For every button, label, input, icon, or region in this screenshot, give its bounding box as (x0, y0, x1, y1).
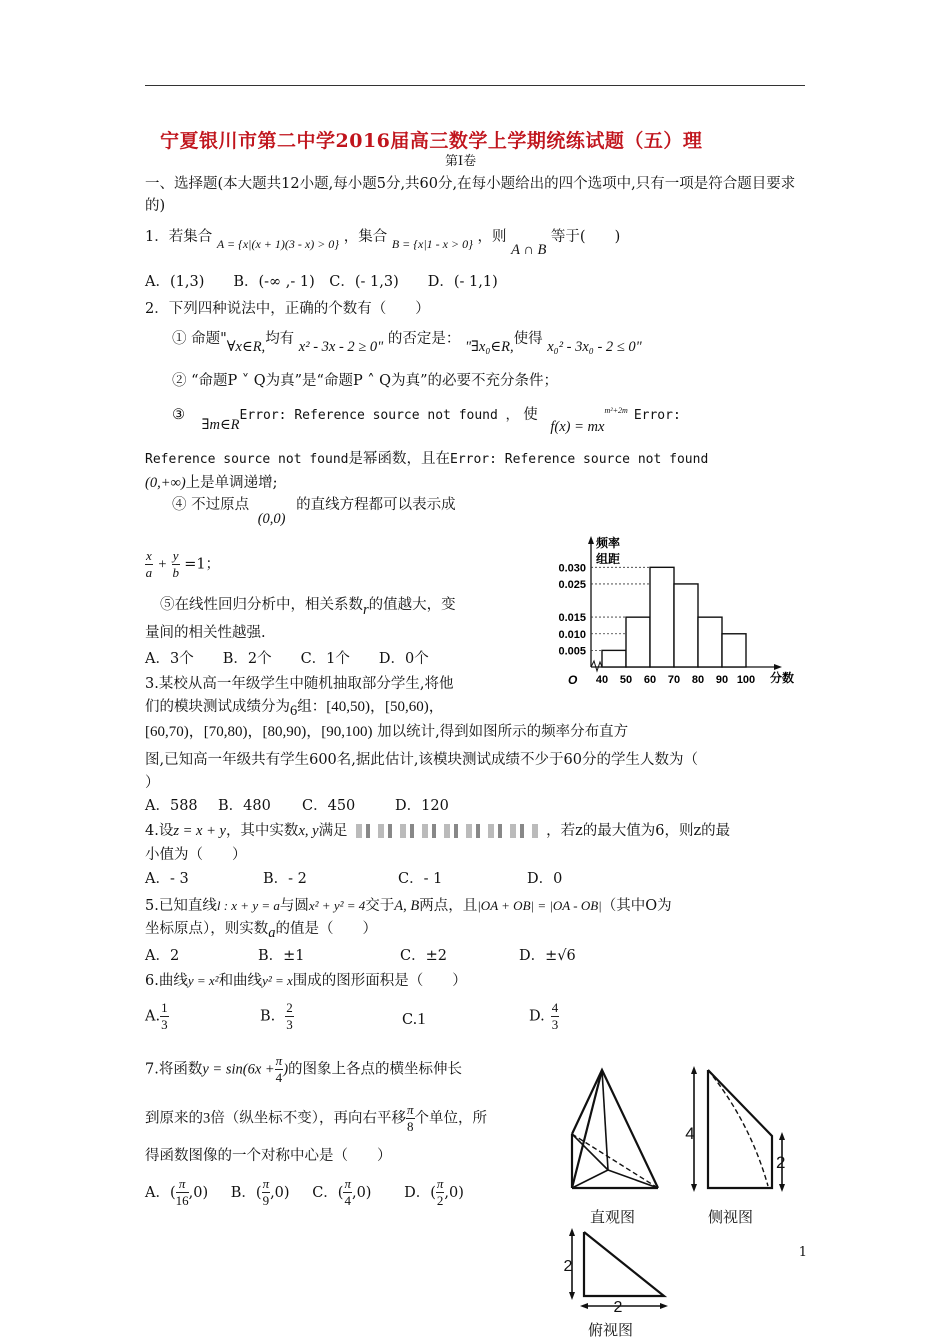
histogram-xtick: 50 (619, 674, 633, 686)
q2-s4-a: ④ 不过原点 (172, 497, 250, 513)
frac-num: π (176, 1176, 189, 1193)
q1-set-a: A = {x|(x + 1)(3 - x) > 0} (216, 237, 340, 251)
q4-objective: z = x + y (173, 823, 226, 839)
q2-statement-5-line2: 量间的相关性越强. (145, 625, 266, 641)
q7-f: 倍（纵坐标不变），再向右平移 (210, 1110, 406, 1127)
q2-s3-error-1: Error: Reference source not found ， (239, 407, 519, 423)
q2-statement-4 (172, 494, 456, 527)
q6-a: 6.曲线 (145, 973, 188, 989)
q6-opt-c-value: 1 (417, 1009, 426, 1028)
q2-s3-error-4: Error: Reference source not found (450, 452, 709, 467)
frac-den: 2 (436, 1193, 444, 1208)
q7-line-1 (145, 1053, 462, 1086)
top-view-dim-height: 2 (563, 1258, 573, 1275)
q5-option-d: D．±√6 (519, 948, 576, 964)
q5-a-var: a (268, 925, 276, 941)
q6-option-b (260, 1000, 294, 1033)
q2-statement-5 (160, 594, 456, 616)
q2-s3-a: ③ (172, 406, 185, 423)
opt-end: ,0) (188, 1184, 209, 1201)
q6-line-1 (145, 970, 467, 992)
frac-num: π (262, 1176, 270, 1191)
q2-options: A．3个 B．2个 C．1个 D．0个 (145, 651, 429, 667)
q7-paren: ) (283, 1061, 289, 1078)
q7-line-3: 得函数图像的一个对称中心是（ ） (145, 1148, 392, 1164)
side-view-label: 侧视图 (708, 1209, 754, 1226)
q7-h: 个单位，所 (414, 1110, 488, 1127)
opt-label: C．( (312, 1184, 344, 1201)
q6-option-d (529, 1000, 559, 1033)
q3-intervals-2: [60,70)，[70,80)，[80,90)，[90,100) (145, 724, 373, 740)
q6-opt-a-label: A. (145, 1008, 161, 1025)
y-axis-arrow-icon (588, 536, 594, 544)
q2-stem: 2．下列四种说法中，正确的个数有（ ） (145, 301, 430, 317)
q1-options: A．(1,3) B．(-∞ ,- 1) C．(- 1,3) D．(- 1,1) (145, 274, 498, 290)
frac-y-over-b (172, 548, 180, 581)
q2-s1-a: ① 命题" (172, 331, 227, 347)
q2-statement-3 (172, 400, 681, 435)
frac-den: 4 (275, 1070, 283, 1085)
q2-s3-b: ∃m∈R (201, 416, 240, 433)
q4-line-2: 小值为（ ） (145, 847, 247, 863)
opt-label: D．( (404, 1184, 436, 1201)
histogram-xtick: 80 (691, 674, 705, 686)
frac-den-b: b (172, 565, 179, 580)
frac-den: 16 (175, 1193, 189, 1208)
frac-den: 3 (161, 1017, 168, 1032)
q5-a: 5.已知直线 (145, 898, 217, 914)
histogram-ytick: 0.025 (558, 578, 586, 591)
q4-line-1 (145, 820, 730, 842)
frac-num: 2 (286, 1000, 293, 1015)
q5-l: 的值是（ ） (275, 921, 377, 937)
opt-frac (262, 1176, 271, 1209)
frac-num: π (436, 1176, 444, 1191)
frac-num: π (275, 1053, 283, 1068)
q5-j: 坐标原点），则实数 (145, 921, 269, 937)
histogram-xtick: 70 (667, 674, 681, 686)
q5-points: A, B (394, 898, 420, 914)
q6-option-a (145, 1000, 169, 1033)
q6-option-c (402, 1008, 426, 1031)
top-view-dim-width: 2 (613, 1299, 623, 1316)
frac-num: π (407, 1102, 414, 1117)
q7-options (145, 1176, 464, 1209)
q3-l2a: 们的模块测试成绩分为 (145, 699, 290, 715)
histogram-bar (674, 584, 698, 667)
histogram-ylabel-bottom: 组距 (596, 552, 621, 566)
top-view-label: 俯视图 (588, 1322, 634, 1339)
q5-option-a: A．2 (145, 948, 180, 964)
q7-factor: 3 (203, 1110, 211, 1127)
q5-vector-condition: |OA + OB| = |OA - OB| (477, 898, 602, 913)
q4-option-a: A．- 3 (145, 871, 189, 887)
q6-e: 围成的图形面积是（ ） (292, 973, 467, 989)
q2-statement-2: ② “命题P ˅ Q为真”是“命题P ˄ Q为真”的必要不充分条件； (172, 373, 558, 389)
q7-func: y = sin(6x + (202, 1061, 275, 1078)
q3-option-a: A．588 (145, 798, 198, 814)
q4-option-d: D．0 (527, 871, 563, 887)
q1-stem-c: ，则 (477, 229, 507, 245)
q7-pi-over-4 (275, 1053, 284, 1086)
opt-label: B．( (230, 1184, 262, 1201)
q6-opt-b-label: B. (260, 1008, 276, 1025)
frac-den: 3 (286, 1017, 293, 1032)
q4-f: ，若z的最大值为6，则z的最 (546, 823, 731, 839)
q6-curve-1: y = x² (187, 973, 219, 988)
q7-option-b (230, 1176, 290, 1208)
q1-stem-a: 1．若集合 (145, 229, 213, 245)
q2-s3-interval: (0,+∞) (145, 475, 186, 491)
q5-g: 两点，且 (419, 898, 478, 914)
q5-i: （其中O为 (601, 898, 672, 914)
frequency-histogram (534, 534, 804, 689)
histogram-ytick: 0.010 (558, 628, 586, 641)
frac-den: 8 (407, 1119, 414, 1134)
histogram-xtick: 60 (643, 674, 657, 686)
q7-pi-over-8 (406, 1102, 415, 1135)
histogram-ytick: 0.005 (558, 645, 586, 658)
q1-set-b: B = {x|1 - x > 0} (391, 237, 473, 251)
histogram-bar (626, 617, 650, 667)
frac-num: 1 (161, 1000, 168, 1015)
histogram-origin: O (568, 673, 578, 687)
q3-intervals-1: [40,50)，[50,60)， (326, 699, 444, 715)
histogram-bar (650, 567, 674, 667)
q7-option-c (312, 1176, 372, 1208)
q1-expr: A ∩ B (511, 242, 547, 258)
q3-group-count: 6 (290, 703, 298, 719)
q2-s5-r: r (363, 602, 369, 618)
q5-c: 与圆 (279, 898, 309, 914)
page-title: 宁夏银川市第二中学2016届高三数学上学期统练试题（五）理 (160, 130, 703, 152)
q5-line-2 (145, 918, 377, 940)
histogram-xunit: 分数 (770, 671, 795, 685)
q2-s1-b: ∀x∈R, (226, 339, 266, 355)
frac-num-y: y (172, 548, 179, 563)
q2-s1-e: 的否定是： (387, 331, 461, 347)
histogram-ytick: 0.015 (558, 612, 586, 625)
side-view-drawing (691, 1066, 785, 1192)
frac-num: 4 (551, 1000, 559, 1015)
opt-end: ,0) (270, 1184, 290, 1201)
histogram-ylabel-top: 频率 (596, 536, 621, 550)
q3-line-5: ） (145, 775, 160, 791)
q2-statement-1 (172, 328, 642, 355)
q4-c: ，其中实数 (225, 823, 299, 839)
q2-s1-d: x² - 3x - 2 ≥ 0" (298, 339, 384, 355)
side-view-dim-4: 4 (685, 1124, 695, 1143)
q4-a: 4.设 (145, 823, 174, 839)
q5-option-c: C．±2 (400, 948, 447, 964)
three-view-figure (560, 1062, 810, 1342)
q5-circle: x² + y² = 4 (308, 898, 366, 913)
q2-s3-error-3: Reference source not found (145, 452, 349, 467)
q5-e: 交于 (365, 898, 395, 914)
opt-label: A．( (145, 1184, 176, 1201)
histogram-xtick: 100 (736, 674, 756, 686)
q7-a: 7.将函数 (145, 1061, 203, 1078)
x-axis-arrow-icon (774, 664, 782, 670)
histogram-xticks (596, 674, 755, 686)
q2-s3-exp: m²+2m (604, 406, 628, 415)
opt-frac (343, 1176, 352, 1209)
q2-s3-c: 使 (523, 406, 538, 423)
q2-statement-4-equation: $\frac{x}{a}$ + $\frac{y}{b}$ =1； (145, 548, 221, 580)
opt-frac (176, 1176, 189, 1209)
q7-option-d (404, 1176, 464, 1208)
q2-s3-d: f(x) = mx (550, 418, 605, 435)
q2-s3-line2b: 是幂函数，且在 (348, 451, 450, 467)
q6-opt-b-frac (285, 1000, 294, 1033)
q4-vars: x, y (298, 823, 319, 839)
q7-option-a (145, 1176, 209, 1208)
q2-statement-3-line2 (145, 448, 708, 471)
axis-break-icon (591, 661, 602, 671)
histogram-bar (698, 617, 722, 667)
q7-c: 的图象上各点的横坐标伸长 (288, 1061, 463, 1078)
volume-label: 第Ⅰ卷 (445, 154, 477, 169)
q4-option-b: B．- 2 (263, 871, 307, 887)
q4-constraints-image (356, 824, 542, 838)
histogram-yticks (558, 562, 586, 657)
question-1 (145, 226, 621, 258)
q2-s1-g: 使得 (513, 331, 543, 347)
frac-den-a: a (145, 565, 153, 580)
q3-option-c: C．450 (302, 798, 356, 814)
q3-line-4: 图,已知高一年级共有学生600名,据此估计,该模块测试成绩不少于60分的学生人数为（ (145, 752, 698, 768)
top-view-drawing (569, 1228, 668, 1309)
q6-opt-d-label: D. (529, 1008, 545, 1025)
q2-s1-c: 均有 (265, 331, 295, 347)
frac-x-over-a (145, 548, 153, 581)
frac-num-x: x (146, 548, 152, 563)
q7-line-2 (145, 1102, 487, 1135)
side-view-dim-2: 2 (776, 1153, 786, 1172)
opt-end: ,0) (351, 1184, 372, 1201)
q2-s3-error-2: Error: (633, 407, 681, 423)
q3-line-3 (145, 721, 628, 743)
histogram-bar (602, 650, 626, 667)
q3-option-d: D．120 (395, 798, 449, 814)
q1-stem-b: ，集合 (343, 229, 388, 245)
histogram-ytick: 0.030 (558, 562, 586, 575)
frac-num: π (344, 1176, 351, 1191)
header-rule (145, 85, 805, 86)
q2-s1-f: "∃x₀∈R, (464, 339, 514, 355)
q2-s5-a: ⑤在线性回归分析中，相关系数 (160, 597, 363, 613)
q2-s5-b: 的值越大，变 (368, 597, 456, 613)
q4-option-c: C．- 1 (398, 871, 443, 887)
q2-statement-3-line3 (145, 472, 278, 494)
frac-den: 4 (344, 1193, 351, 1208)
opt-end: ,0) (444, 1184, 464, 1201)
q6-curve-2: y² = x (262, 973, 293, 988)
q3-option-b: B．480 (218, 798, 271, 814)
direct-view-drawing (572, 1070, 658, 1188)
q2-s4-eq-rest: =1； (184, 556, 221, 573)
direct-view-label: 直观图 (590, 1209, 636, 1226)
q6-opt-c-label: C. (402, 1012, 418, 1028)
histogram-xtick: 40 (595, 674, 609, 686)
frac-den: 3 (551, 1017, 559, 1032)
q1-stem-d: 等于( ) (550, 229, 621, 245)
q6-opt-a-frac (160, 1000, 169, 1033)
section-heading: 一、选择题(本大题共12小题,每小题5分,共60分,在每小题给出的四个选项中,只有一项是符合题目要求的) (145, 176, 796, 214)
q2-s3-line3b: 上是单调递增; (185, 475, 278, 491)
q6-c: 和曲线 (218, 973, 263, 989)
q2-s4-c: 的直线方程都可以表示成 (296, 497, 456, 513)
histogram-xtick: 90 (715, 674, 729, 686)
q3-line-2 (145, 696, 444, 718)
q7-d: 到原来的 (145, 1110, 203, 1127)
q4-e: 满足 (318, 823, 348, 839)
q3-l2c: 组： (297, 699, 327, 715)
page-number: 1 (798, 1245, 807, 1260)
q2-s1-h: x₀² - 3x₀ - 2 ≤ 0" (547, 339, 642, 355)
q2-s4-origin: (0,0) (257, 511, 286, 527)
frac-den: 9 (262, 1193, 270, 1208)
q5-option-b: B．±1 (258, 948, 305, 964)
q6-opt-d-frac (551, 1000, 560, 1033)
q3-l3b: 加以统计,得到如图所示的频率分布直方 (377, 724, 629, 740)
q3-line-1: 3.某校从高一年级学生中随机抽取部分学生,将他 (145, 676, 454, 692)
q5-line-1 (145, 895, 672, 917)
histogram-bar (722, 634, 746, 667)
q5-line: l : x + y = a (216, 898, 280, 913)
